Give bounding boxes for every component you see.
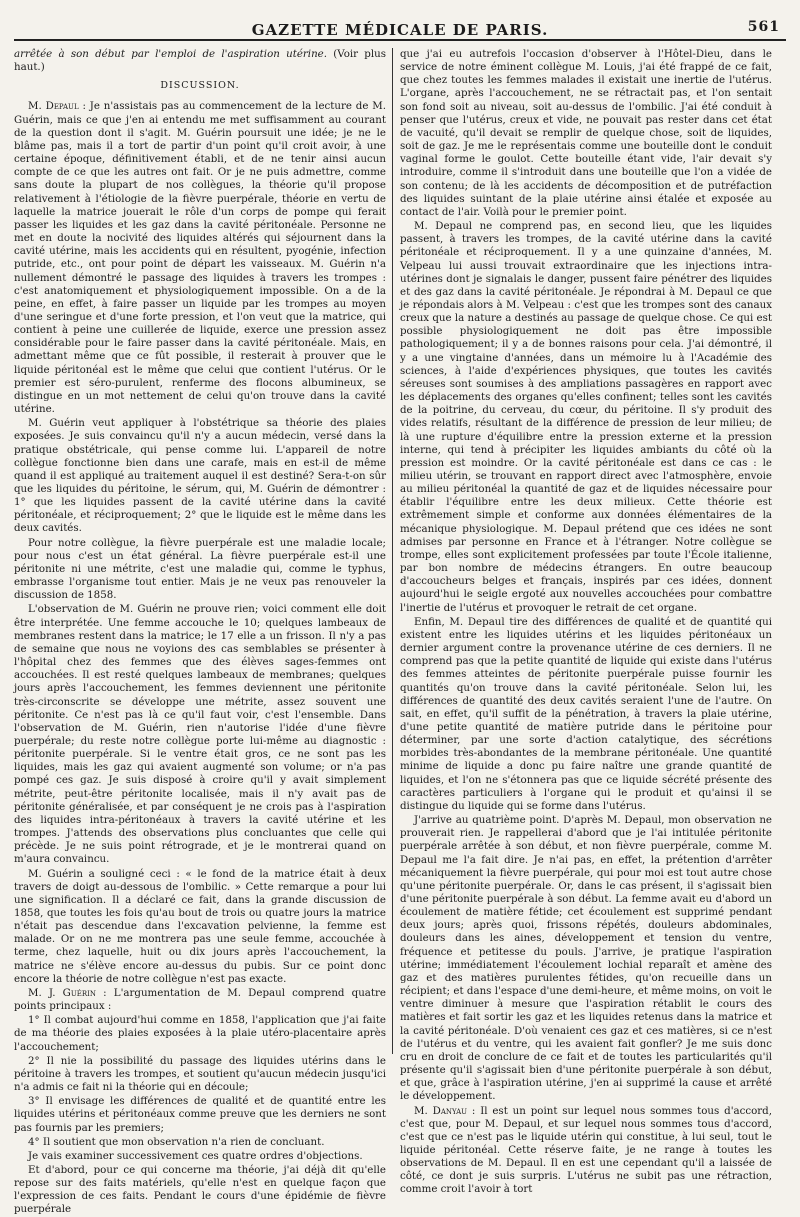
column-divider <box>392 48 393 1054</box>
speaker-name: M. Danyau <box>414 1104 468 1117</box>
paragraph-text: : Il est un point sur lequel nous sommes tous d'accord, c'est que, pour M. Depaul, et sur lequel nous sommes tous d'accord, c'est que ce n'est pas le liquide utérin qui constitue, à lui seul, tout le liquide péritonéal. Cette réserve faite, je ne range à toutes les observations de M. Depaul. Il en est une cependant qu'il a laissée de côté, ce dont je suis surpris. L'utérus ne subit pas une rétraction, comme croit l'avoir à tort <box>400 1104 772 1196</box>
paragraph-r2: M. Depaul ne comprend pas, en second lieu, que les liquides passent, à travers les trompes, de la cavité utérine dans la cavité péritonéale et réciproquement. Il y a une quinzaine d'années, M. Velpeau lui aussi trouvait extraordinaire que les injections intra-utérines dont je signalais le danger, pussent faire pénétrer des liquides et des gaz dans la cavité péritonéale. Je répondrai à M. Depaul ce que je répondais alors à M. Velpeau : c'est que les trompes sont des canaux creux que la nature a destinés au passage de quelque chose. Ce qui est possible physiologiquement ne doit pas être impossible pathologiquement; il y a de bonnes raisons pour cela. J'ai démontré, il y a une vingtaine d'années, dans un mémoire lu à l'Académie des sciences, à l'aide d'expériences physiques, que toutes les cavités séreuses sont soumises à des ampliations passagères en rapport avec les déplacements des organes qu'elles confinent; telles sont les cavités de la poitrine, du cerveau, du cœur, du péritoine. Il s'y produit des vides relatifs, résultant de la différence de pression de leur milieu; de là une rupture d'équilibre entre la pression externe et la pression interne, qui tend à précipiter les liquides ambiants du côté où la pression est moindre. Or la cavité péritonéale est dans ce cas : le milieu utérin, se trouvant en rapport direct avec l'atmosphère, envoie au milieu péritonéal la quantité de gaz et de liquides nécessaire pour établir l'équilibre entre les deux milieux. Cette théorie est extrêmement simple et conforme aux données élémentaires de la mécanique physiologique. M. Depaul prétend que ces idées ne sont admises par personne en France et à l'étranger. Notre collègue se trompe, elles sont explicitement professées par toute l'École italienne, par bon nombre de médecins étrangers. En outre beaucoup d'accoucheurs belges et français, inspirés par ces idées, donnent aujourd'hui le seigle ergoté aux nouvelles accouchées pour combattre l'inertie de l'utérus et provoquer le retrait de cet organe. <box>400 220 772 614</box>
speaker-name: M. J. Guérin <box>28 986 96 999</box>
paragraph-r4: J'arrive au quatrième point. D'après M. Depaul, mon observation ne prouverait rien. Je rappellerai d'abord que je l'ai intitulée péritonite puerpérale arrêtée à son début, et non fièvre puerpérale, comme M. Depaul me l'a fait dire. Je n'ai pas, en effet, la prétention d'arrêter mécaniquement la fièvre puerpérale, qui pour moi est tout autre chose qu'une péritonite puerpérale. Or, dans le cas présent, il s'agissait bien d'une péritonite puerpérale à son début. La femme avait eu d'abord un écoulement de matière fétide; cet écoulement est supprimé pendant deux jours; après quoi, frissons répétés, douleurs abdominales, douleurs dans les aines, développement et tension du ventre, fréquence et petitesse du pouls. J'arrive, je pratique l'aspiration utérine; immédiatement l'écoulement lochial reparaît et amène des gaz et des matières purulentes fétides, qu'on recueille dans un récipient; et dans l'espace d'une demi-heure, et même moins, on voit le ventre diminuer à mesure que l'aspiration rétablit le cours des matières et fait sortir les gaz et les liquides retenus dans la matrice et la cavité péritonéale. D'où venaient ces gaz et ces matières, si ce n'est de l'utérus et du ventre, qui les avaient fait gonfler? Je me suis donc cru en droit de conclure de ce fait et de toutes les particularités qu'il présente qu'il s'agissait bien d'une péritonite puerpérale à son début, et que, grâce à l'aspiration utérine, j'en ai supprimé la cause et arrêté le développement. <box>400 814 772 1103</box>
speaker-name: M. Depaul <box>28 100 79 113</box>
intro-rest: (Voir plus haut.) <box>14 48 387 74</box>
paragraph-danyau <box>400 1105 772 1197</box>
paragraph-point-3: 3° Il envisage les différences de qualité et de quantité entre les liquides utérins et péritonéaux comme preuve que les derniers ne sont pas fournis par les premiers; <box>14 1095 386 1134</box>
paragraph-guerin <box>14 987 386 1013</box>
page-number: 561 <box>747 19 780 35</box>
paragraph-11: Je vais examiner successivement ces quatre ordres d'objections. <box>28 1149 363 1162</box>
paragraph-12: Et d'abord, pour ce qui concerne ma théorie, j'ai déjà dit qu'elle repose sur des faits matériels, qu'elle n'est en quelque façon que l'expression de ces faits. Pendant le cours d'une épidémie de fièvre puerpérale <box>14 1163 386 1216</box>
paragraph-r1: que j'ai eu autrefois l'occasion d'observer à l'Hôtel-Dieu, dans le service de notre éminent collègue M. Louis, j'ai été frappé de ce fait, que chez toutes les femmes malades il existait une inertie de l'utérus. L'organe, après l'accouchement, ne se rétractait pas, et l'on sentait son fond soit au niveau, soit au-dessus de l'ombilic. J'ai été conduit à penser que l'utérus, creux et vide, ne pouvait pas rester dans cet état de vacuité, qu'il devait se remplir de quelque chose, soit de liquides, soit de gaz. Je me le représentais comme une bouteille dont le conduit vaginal forme le goulot. Cette bouteille étant vide, l'air devait s'y introduire, comme il s'introduit dans une bouteille que l'on a vidée de son contenu; de là les accidents de décomposition et de putréfaction des liquides suintant de la plaie utérine ainsi étalée et exposée au contact de l'air. Voilà pour le premier point. <box>400 48 772 218</box>
intro-italic: arrêtée à son début par l'emploi de l'aspiration utérine. <box>14 48 327 60</box>
paragraph-text: : Je n'assistais pas au commencement de la lecture de M. Guérin, mais ce que j'en ai entendu me met suffisamment au courant de la question dont il s'agit. M. Guérin poursuit une idée; je ne le blâme pas, mais il a tort de partir d'un point qu'il croit avoir, à une certaine époque, définitivement établi, et de ne tenir ainsi aucun compte de ce que les autres ont fait. Or je ne puis admettre, comme sans doute la plupart de nos collègues, la théorie qu'il propose relativement à l'étiologie de la fièvre puerpérale, théorie en vertu de laquelle la matrice jouerait le rôle d'un corps de pompe qui ferait passer les liquides et les gaz dans la cavité péritonéale. Personne ne met en doute la nocivité des liquides altérés qui séjournent dans la cavité utérine, mais les accidents qui en résultent, pyogénie, infection putride, etc., ont pour point de départ les vaisseaux. M. Guérin n'a nullement démontré le passage des liquides à travers les trompes : c'est anatomiquement et physiologiquement impossible. On a de la peine, en effet, à faire passer un liquide par les trompes au moyen d'une seringue et d'une forte pression, et l'on veut que la matrice, qui contient à peine une cuillerée de liquide, exerce une pression assez considérable pour le faire passer dans la cavité péritonéale. Mais, en admettant même que ce fût possible, il resterait à prouver que le liquide péritonéal est le même que celui que contient l'utérus. Or le premier est séro-purulent, renferme des flocons albumineux, se distingue en un mot nettement de celui qu'on trouve dans la cavité utérine. <box>14 100 387 416</box>
left-column <box>14 48 387 1216</box>
intro-paragraph <box>14 48 386 74</box>
paragraph-point-1: 1° Il combat aujourd'hui comme en 1858, l'application que j'ai faite de ma théorie des plaies exposées à la plaie utéro-placentaire après l'accouchement; <box>14 1014 386 1053</box>
journal-title: GAZETTE MÉDICALE DE PARIS. <box>251 21 549 39</box>
right-column <box>400 48 772 1196</box>
paragraph-5: M. Guérin a souligné ceci : « le fond de la matrice était à deux travers de doigt au-dessous de l'ombilic. » Cette remarque a pour lui une signification. Il a déclaré ce fait, dans la grande discussion de 1858, que toutes les fois qu'au bout de trois ou quatre jours la matrice n'était pas descendue dans l'excavation pelvienne, la femme est malade. Or on ne me montrera pas une seule femme, accouchée à terme, chez laquelle, huit ou dix jours après l'accouchement, la matrice ne s'élève encore au-dessus du pubis. Sur ce point donc encore la théorie de notre collègue n'est pas exacte. <box>14 867 386 985</box>
paragraph-r3: Enfin, M. Depaul tire des différences de qualité et de quantité qui existent entre les liquides utérins et les liquides péritonéaux un dernier argument contre la provenance utérine de ces derniers. Il ne comprend pas que la petite quantité de liquide qui existe dans l'utérus des femmes atteintes de péritonite puerpérale puisse fournir les quantités qu'on trouve dans la cavité péritonéale. Selon lui, les différences de quantité des deux cavités seraient l'une de l'autre. On sait, en effet, qu'il suffit de la pénétration, à travers la plaie utérine, d'une petite quantité de matière putride dans le péritoine pour déterminer, par une sorte d'action catalytique, des sécrétions morbides très-abondantes de la membrane péritonéale. Une quantité minime de liquide a donc pu faire naître une grande quantité de liquides, et l'on ne s'étonnera pas que ce liquide sécrété présente des caractères particuliers à l'organe qui le produit et qu'ainsi il se distingue du liquide qui se forme dans l'utérus. <box>400 615 772 812</box>
paragraph-text: : L'argumentation de M. Depaul comprend quatre points principaux : <box>14 986 387 1013</box>
paragraph-4: L'observation de M. Guérin ne prouve rien; voici comment elle doit être interprétée. Une femme accouche le 10; quelques lambeaux de membranes restent dans la matrice; le 17 elle a un frisson. Il n'y a pas de semaine que nous ne voyions des cas semblables se présenter à l'hôpital chez des femmes que des élèves sages-femmes ont accouchées. Il est resté quelques lambeaux de membranes; quelques jours après l'accouchement, les femmes deviennent une péritonite très-circonscrite se développe une métrite, assez souvent une péritonite. Ce n'est pas là ce qu'il faut voir, c'est l'ensemble. Dans l'observation de M. Guérin, rien n'autorise l'idée d'une fièvre puerpérale; du reste notre collègue porte lui-même au diagnostic : péritonite puerpérale. Si le ventre était gros, ce ne sont pas les liquides, mais les gaz qui avaient augmenté son volume; or n'a pas pompé ces gaz. Je suis disposé à croire qu'il y avait simplement métrite, peut-être péritonite localisée, mais il n'y avait pas de péritonite généralisée, et par conséquent je ne crois pas à l'aspiration des liquides intra-péritonéaux à travers la cavité utérine et les trompes. J'attends des observations plus concluantes que celle qui précède. Je ne suis point rétrograde, et je le montrerai quand on m'aura convaincu. <box>14 603 386 866</box>
page-header <box>14 17 786 41</box>
paragraph-point-4: 4° Il soutient que mon observation n'a rien de concluant. <box>28 1135 325 1148</box>
discussion-heading: DISCUSSION. <box>160 80 240 92</box>
paragraph-3: Pour notre collègue, la fièvre puerpérale est une maladie locale; pour nous c'est un état général. La fièvre puerpérale est-il une péritonite ni une métrite, c'est une maladie qui, comme le typhus, embrasse l'organisme tout entier. Mais je ne veux pas renouveler la discussion de 1858. <box>14 536 386 602</box>
paragraph-depaul-1 <box>14 100 386 416</box>
paragraph-2: M. Guérin veut appliquer à l'obstétrique sa théorie des plaies exposées. Je suis convaincu qu'il n'y a aucun médecin, versé dans la pratique obstétricale, qui pense comme lui. L'appareil de notre collègue fonctionne bien dans une carafe, mais en est-il de même quand il est appliqué au traitement auquel il est destiné? Sera-t-on sûr que les liquides du péritoine, le sérum, qui, M. Guérin de démontrer : 1° que les liquides passent de la cavité utérine dans la cavité péritonéale, et réciproquement; 2° que le liquide est le même dans les deux cavités. <box>14 417 386 535</box>
paragraph-point-2: 2° Il nie la possibilité du passage des liquides utérins dans le péritoine à travers les trompes, et soutient qu'aucun médecin jusqu'ici n'a admis ce fait ni la théorie qui en découle; <box>14 1054 386 1094</box>
